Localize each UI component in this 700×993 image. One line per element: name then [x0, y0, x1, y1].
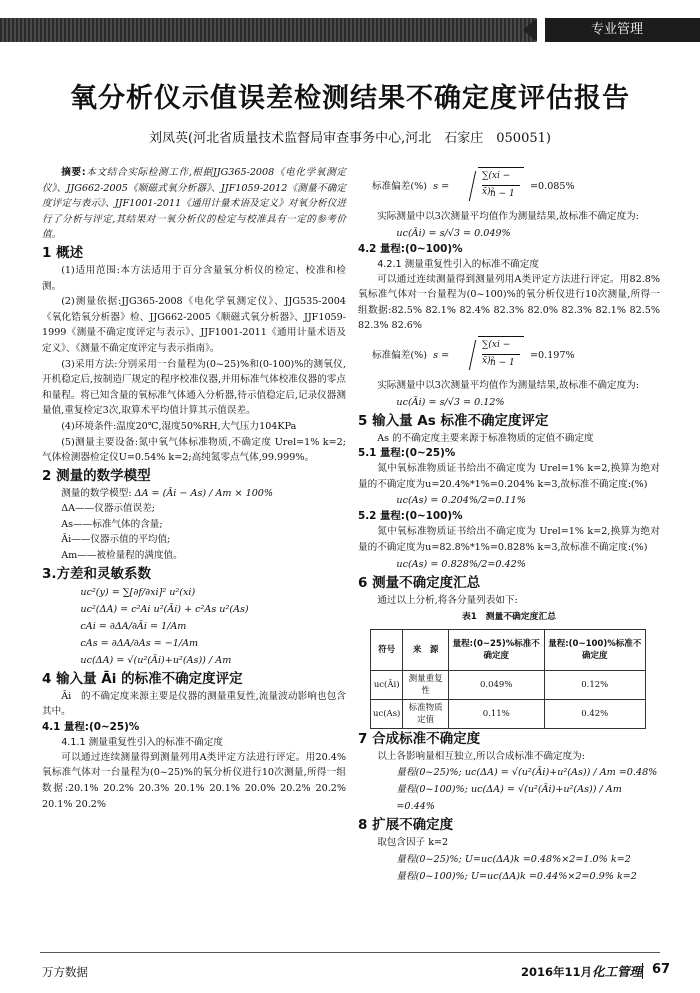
- para-summary: 通过以上分析,将各分量列表如下:: [377, 594, 518, 606]
- table-cell: 0.42%: [544, 699, 646, 728]
- footer-magazine: 化工管理: [592, 964, 643, 979]
- left-column: [42, 165, 346, 812]
- expanded-25: 量程(0~25)%; U=uc(ΔA)k =0.48%×2=1.0% k=2: [396, 853, 631, 865]
- para-repeatability-100: 可以通过连续测量得到测量列用A类评定方法进行评定。用82.8%氧标准气体对一台量程为(0~100)%的氧分析仪进行10次测量,所得一组数据:82.5% 82.1% 82.4% 82.3% 82.0% 82.3% 82.1% 82.5% 82.3% 82.6%: [358, 273, 660, 332]
- table-cell: uc(As): [371, 699, 403, 728]
- heading-4-2: 4.2 量程:(0~100)%: [358, 242, 463, 255]
- formula-uc: uc(ΔA) = √(u²(Āi)+u²(As)) / Am: [80, 654, 232, 666]
- abstract-label: 摘要:: [61, 167, 86, 178]
- formula-combined: uc²(y) = ∑[∂f/∂xi]² u²(xi): [80, 586, 196, 598]
- u-as-100: uc(As) = 0.828%/2=0.42%: [396, 558, 526, 570]
- table-header: 符号: [371, 629, 403, 670]
- formula-c-as: cAs = ∂ΔA/∂As = −1/Am: [80, 637, 199, 649]
- std-dev-formula-2: [358, 334, 660, 378]
- sqrt-fraction-2: ∑(xi − x̄)² n − 1: [472, 336, 524, 372]
- para-basis: (2)测量依据:JJG365-2008《电化学氧测定仪》、JJG535-2004《氧化锆氧分析器》检、JJG662-2005《顺磁式氧分析器》、JJF1059-1999《测量不确定度评定与表示》、JJF1001-2011《通用计量术语及定义》、《测量不确定度评定与表示指南》。: [42, 296, 346, 354]
- header-arrow-icon: [523, 18, 537, 42]
- heading-5: 5 输入量 As 标准不确定度评定: [358, 412, 549, 429]
- combined-100: 量程(0~100)%; uc(ΔA) = √(u²(Āi)+u²(As)) / Am =0.44%: [396, 784, 622, 813]
- table-row: [371, 670, 646, 699]
- para-repeatability-25: 可以通过连续测量得到测量列用A类评定方法进行评定。用20.4%氧标准气体对一台量程为(0~25)%的氧分析仪进行10次测量,所得一组数据:20.1% 20.2% 20.3% 20.1% 20.1% 20.0% 20.2% 20.2% 20.1% 20.2%: [42, 751, 346, 810]
- table-header-row: [371, 629, 646, 670]
- table-cell: 0.11%: [448, 699, 544, 728]
- para-combined: 以上各影响量相互独立,所以合成标准不确定度为:: [377, 750, 585, 762]
- para-average-1: 实际测量中以3次测量平均值作为测量结果,故标准不确定度为:: [377, 211, 640, 222]
- std-dev-formula-1: [358, 165, 660, 209]
- section-label: 专业管理: [545, 18, 700, 42]
- table-cell: 标准物质定值: [403, 699, 449, 728]
- table-cell: 0.049%: [448, 670, 544, 699]
- table-caption: 表1 测量不确定度汇总: [461, 612, 557, 623]
- model-equation: [42, 486, 346, 502]
- para-equipment: (5)测量主要设备:氮中氧气体标准物质,不确定度 Urel=1% k=2;气体检测器检定仪U=0.54% k=2;高纯氮零点气体,99.999%。: [42, 436, 346, 464]
- header-pattern: [0, 18, 536, 42]
- header-bar: [0, 0, 700, 42]
- page-number: 67: [652, 962, 671, 977]
- heading-5-2: 5.2 量程:(0~100)%: [358, 510, 463, 523]
- table-cell: 0.12%: [544, 670, 646, 699]
- footer-divider: [40, 952, 660, 953]
- table-cell: uc(Āi): [371, 670, 403, 699]
- definition-as: As——标准气体的含量;: [61, 518, 163, 530]
- table-cell: 测量重复性: [403, 670, 449, 699]
- definition-delta: ΔA——仪器示值误差;: [61, 503, 156, 515]
- std-dev-label: 标准偏差(%) s =: [372, 181, 450, 192]
- heading-4: 4 输入量 Āi 的标准不确定度评定: [42, 670, 243, 687]
- table-header: 来 源: [403, 629, 449, 670]
- footer-source: 万方数据: [42, 965, 88, 979]
- para-as-100: 氮中氧标准物质证书给出不确定度为 Urel=1% k=2,换算为绝对量的不确定度为u=82.8%*1%=0.828% k=3,故标准不确定度:(%): [358, 526, 660, 553]
- footer-issue: 2016年11月: [521, 965, 593, 979]
- combined-25: 量程(0~25)%; uc(ΔA) = √(u²(Āi)+u²(As)) / Am =0.48%: [396, 767, 658, 779]
- expanded-100: 量程(0~100)%; U=uc(ΔA)k =0.44%×2=0.9% k=2: [396, 870, 637, 882]
- heading-2: 2 测量的数学模型: [42, 467, 151, 484]
- abstract-text: 本文结合实际检测工作,根据JJG365-2008《电化学氧测定仪》、JJG662-2005《顺磁式氧分析器》、JJF1059-2012《测量不确定度评定与表示》、JJF1001-2011《通用计量术语及定义》对氧分析仪进行了分析与评定,其结果对一氧分析仪的检定与校准具有一定的参考价值。: [42, 167, 346, 241]
- abstract: [42, 165, 346, 243]
- heading-7: 7 合成标准不确定度: [358, 730, 481, 747]
- heading-6: 6 测量不确定度汇总: [358, 574, 481, 591]
- table-header: 量程:(0~100)%标准不确定度: [544, 629, 646, 670]
- para-method: (3)采用方法:分别采用一台量程为(0~25)%和(0-100)%的测氧仪,开机稳定后,按制造厂规定的程序校准仪器,并用标准气体校准仪器的零点和量程。将已知含量的氧标准气体通入分析器,待示值稳定后,记录仪器测量值,重复检定3次,取算术平均值计算其示值误差。: [42, 358, 346, 417]
- para-scope: (1)适用范围:本方法适用于百分含量氧分析仪的检定、校准和检测。: [42, 264, 346, 292]
- table-header: 量程:(0~25)%标准不确定度: [448, 629, 544, 670]
- para-average-2: 实际测量中以3次测量平均值作为测量结果,故标准不确定度为:: [377, 379, 640, 391]
- footer: [42, 960, 671, 982]
- heading-3: 3.方差和灵敏系数: [42, 565, 152, 582]
- formula-c-ai: cAi = ∂ΔA/∂Āi = 1/Am: [80, 620, 187, 632]
- table-row: [371, 699, 646, 728]
- definition-am: Am——被检量程的满度值。: [61, 550, 183, 562]
- heading-8: 8 扩展不确定度: [358, 817, 454, 834]
- heading-4-1: 4.1 量程:(0~25)%: [42, 720, 140, 733]
- u-as-25: uc(As) = 0.204%/2=0.11%: [396, 495, 526, 507]
- right-column: [358, 165, 660, 885]
- para-environment: (4)环境条件:温度20℃,湿度50%RH,大气压力104KPa: [61, 420, 297, 432]
- std-dev-label-2: 标准偏差(%) s =: [372, 349, 450, 361]
- std-dev-result-2: =0.197%: [530, 349, 575, 361]
- heading-5-1: 5.1 量程:(0~25)%: [358, 447, 456, 460]
- heading-4-1-1: 4.1.1 测量重复性引入的标准不确定度: [61, 736, 223, 748]
- author-affiliation: 刘凤英(河北省质量技术监督局审查事务中心,河北 石家庄 050051): [149, 131, 551, 146]
- model-label: 测量的数学模型:: [61, 487, 132, 499]
- heading-1: 1 概述: [42, 244, 84, 261]
- model-formula: ΔA = (Āi − As) / Am × 100%: [134, 487, 274, 499]
- formula-variance: uc²(ΔA) = c²Ai u²(Āi) + c²As u²(As): [80, 603, 249, 615]
- para-as-source: As 的不确定度主要来源于标准物质的定值不确定度: [377, 432, 594, 444]
- footer-separator: [642, 963, 643, 979]
- definition-ai: Āi——仪器示值的平均值;: [61, 534, 171, 546]
- u-ai-25: uc(Āi) = s/√3 = 0.049%: [396, 227, 511, 239]
- u-ai-100: uc(Āi) = s/√3 = 0.12%: [396, 396, 505, 408]
- sqrt-fraction: ∑(xi − x̄)² n − 1: [472, 167, 524, 203]
- heading-4-2-1: 4.2.1 测量重复性引入的标准不确定度: [377, 258, 539, 270]
- article-title: 氧分析仪示值误差检测结果不确定度评估报告: [70, 83, 630, 114]
- para-source-ai: Āi 的不确定度来源主要是仪器的测量重复性,流量波动影响也包含其中。: [42, 690, 346, 718]
- para-coverage: 取包含因子 k=2: [377, 837, 449, 849]
- std-dev-result-1: =0.085%: [530, 181, 575, 192]
- para-as-25: 氮中氧标准物质证书给出不确定度为 Urel=1% k=2,换算为绝对量的不确定度为u=20.4%*1%=0.204% k=3,故标准不确定度:(%): [358, 463, 660, 490]
- uncertainty-table: [370, 629, 646, 729]
